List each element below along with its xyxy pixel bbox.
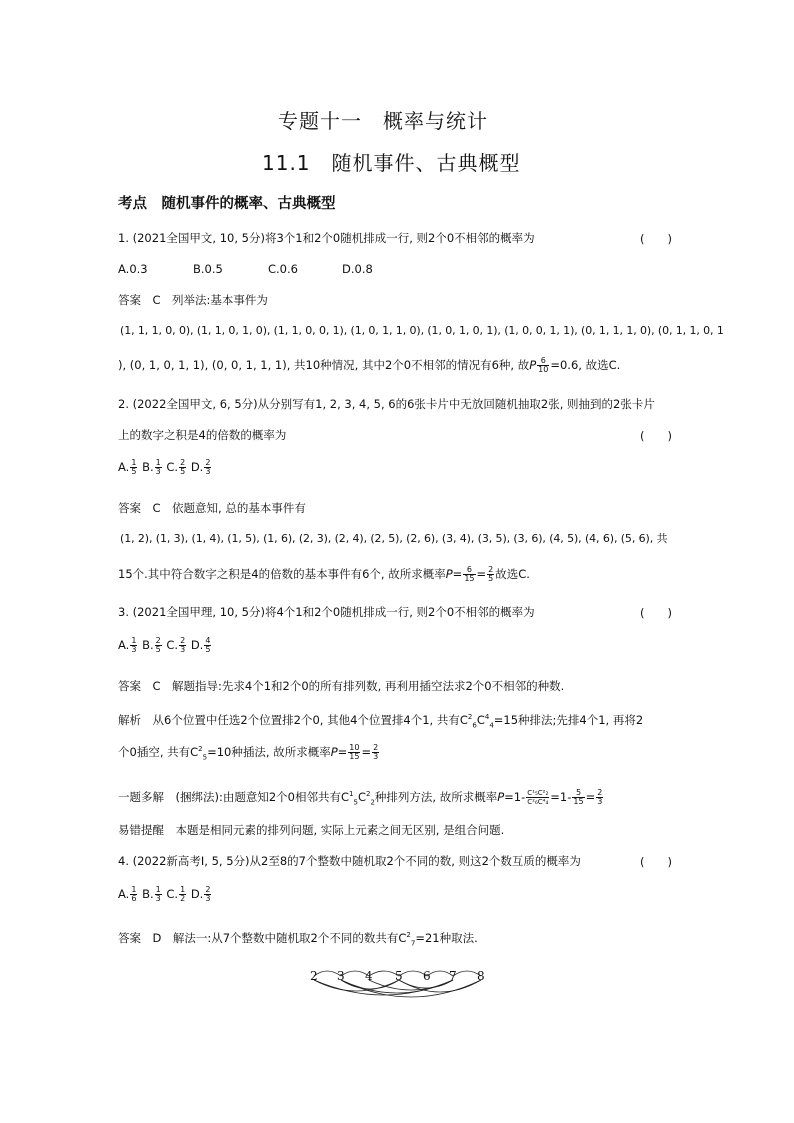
diagram-label-8: 8: [477, 969, 485, 983]
diagram-label-2: 2: [310, 969, 318, 983]
q3-option-b: B. $\frac{2}{5}$: [142, 636, 161, 654]
q3-analysis2-text: 个0插空, 共有: [118, 744, 191, 759]
q3-analysis-text: 解析 从6个位置中任选2个位置排2个0, 其他4个位置排4个1, 共有: [118, 712, 460, 727]
q3-multi-frac-3: $\frac{2}{3}$: [597, 787, 603, 806]
q3-analysis2-p: P: [330, 744, 338, 759]
q4-option-a: A. $\frac{1}{6}$: [118, 885, 137, 903]
q3-multi-eq2: =1-: [550, 789, 572, 804]
q4-option-d: D. $\frac{2}{3}$: [190, 885, 211, 903]
q3-multi-text: 一题多解 (捆绑法):由题意知2个0相邻共有: [118, 789, 341, 804]
q3-multi-text-mid: 种排列方法, 故所求概率: [374, 789, 498, 804]
q2-option-b: B. $\frac{1}{3}$: [142, 458, 161, 476]
q4-options: [118, 886, 212, 903]
q3-option-d: D. $\frac{4}{5}$: [190, 636, 211, 654]
q1-conclusion-end: =0.6, 故选C.: [550, 358, 621, 372]
q3-option-c: C. $\frac{2}{3}$: [166, 636, 186, 654]
arc-3-8: [341, 980, 481, 997]
q2-conclusion: 15个.其中符合数字之积是4的倍数的基本事件有6个, 故所求概率P= $\frac{6}{15}$ = $\frac{2}{5}$ 故选C.: [118, 565, 530, 583]
coprime-pair-diagram: [300, 960, 500, 1020]
arc-4-7: [369, 980, 453, 990]
topic-heading: 考点 随机事件的概率、古典概型: [118, 196, 336, 212]
q4-answer-text: 答案 D 解法一:从7个整数中随机取2个不同的数共有: [118, 930, 399, 945]
q3-analysis2-text-mid: =10种插法, 故所求概率: [207, 744, 331, 759]
q3-options: [118, 637, 212, 654]
chapter-title: 专题十一 概率与统计: [278, 109, 488, 133]
q3-analysis2-comb: $C^2_5$: [190, 744, 208, 762]
q2-stem-cont: 上的数字之积是4的倍数的概率为: [118, 428, 287, 442]
q1-answer-paren: ( ): [640, 232, 672, 246]
q2-option-c: C. $\frac{2}{5}$: [166, 458, 186, 476]
q3-analysis-comb: $C^2_6C^4_4$: [459, 712, 494, 730]
q4-answer-comb: $C^2_7$: [398, 930, 416, 948]
q4-option-c: C. $\frac{1}{2}$: [166, 885, 186, 903]
q3-analysis-text-end: =15种排法;先排4个1, 再将2: [493, 712, 644, 727]
q4-option-b: B. $\frac{1}{3}$: [142, 885, 161, 903]
q3-stem: 3. (2021全国甲理, 10, 5分)将4个1和2个0随机排成一行, 则2个0不相邻的概率为: [118, 605, 535, 619]
q1-p: P: [529, 358, 537, 372]
q2-conclusion-end: 故选C.: [495, 567, 530, 581]
q2-frac-1: $\frac{6}{15}$: [464, 565, 475, 583]
q3-tip: 易错提醒 本题是相同元素的排列问题, 实际上元素之间无区别, 是组合问题.: [118, 823, 505, 837]
q4-answer-paren: ( ): [640, 855, 672, 869]
q2-conclusion-text: 15个.其中符合数字之积是4的倍数的基本事件有6个, 故所求概率: [118, 567, 446, 581]
q3-analysis: [118, 710, 643, 732]
q3-analysis2-frac: $\frac{10}{15}$: [349, 742, 360, 761]
q3-multi-eq3: =: [585, 789, 596, 804]
q2-p: P: [445, 567, 453, 581]
q3-answer-paren: ( ): [640, 606, 672, 620]
q4-answer: [118, 928, 478, 950]
q2-option-a: A. $\frac{1}{5}$: [118, 458, 137, 476]
q4-answer-text-end: =21种取法.: [415, 930, 478, 945]
q1-option-b: B.0.5: [193, 262, 223, 276]
diagram-label-4: 4: [365, 969, 373, 983]
q2-frac-2: $\frac{2}{5}$: [488, 565, 494, 583]
q1-option-d: D.0.8: [342, 262, 373, 276]
q2-options: [118, 459, 212, 476]
q1-stem: 1. (2021全国甲文, 10, 5分)将3个1和2个0随机排成一行, 则2个0不相邻的概率为: [118, 231, 535, 245]
q2-answer: 答案 C 依题意知, 总的基本事件有: [118, 501, 306, 515]
arc-2-5: [314, 980, 399, 991]
q2-option-d: D. $\frac{2}{3}$: [190, 458, 211, 476]
q1-conclusion: [118, 357, 620, 374]
q1-option-a: A.0.3: [118, 262, 148, 276]
section-subtitle: 11.1 随机事件、古典概型: [262, 151, 521, 175]
q3-multi-p: P: [497, 789, 505, 804]
diagram-label-6: 6: [423, 969, 431, 983]
q3-option-a: A. $\frac{1}{3}$: [118, 636, 137, 654]
q1-conclusion-text: ), (0, 1, 0, 1, 1), (0, 0, 1, 1, 1), 共10种情况, 其中2个0不相邻的情况有6种, 故: [118, 358, 530, 372]
q1-frac: $\frac{6}{10}$: [538, 356, 549, 374]
q1-option-c: C.0.6: [268, 262, 298, 276]
diagram-label-7: 7: [449, 969, 457, 983]
q3-multi-eq1: =1-: [504, 789, 526, 804]
q1-event-list: (1, 1, 1, 0, 0), (1, 1, 0, 1, 0), (1, 1, 0, 0, 1), (1, 0, 1, 1, 0), (1, 0, 1, 0, 1), (1, 0, 0, 1, 1), (0, 1, 1, 1, 0), (0, 1, 1, 0, 1: [120, 324, 724, 337]
q3-answer: 答案 C 解题指导:先求4个1和2个0的所有排列数, 再利用插空法求2个0不相邻的种数.: [118, 679, 565, 693]
q2-eq: =: [476, 567, 487, 581]
q2-stem: 2. (2022全国甲文, 6, 5分)从分别写有1, 2, 3, 4, 5, 6的6张卡片中无放回随机抽取2张, 则抽到的2张卡片: [118, 397, 655, 411]
q2-event-list: (1, 2), (1, 3), (1, 4), (1, 5), (1, 6), (2, 3), (2, 4), (2, 5), (2, 6), (3, 4), (3, 5), (3, 6), (4, 5), (4, 6), (5, 6), 共: [120, 532, 668, 545]
q3-multi-comb: $C^1_5C^2_2$: [340, 789, 375, 807]
q3-multi-frac-1: $\frac{\text{C¹₅C²₂}}{\text{C²₆C⁴₄}}$: [527, 788, 549, 806]
diagram-label-3: 3: [337, 969, 345, 983]
q1-answer: 答案 C 列举法:基本事件为: [118, 293, 268, 307]
q2-answer-paren: ( ): [640, 429, 672, 443]
q3-multi-solution: [118, 787, 604, 809]
q3-analysis-2: 个0插空, 共有$C^2_5=10$种插法, 故所求概率P= $\frac{10}{15}$ = $\frac{2}{3}$: [118, 742, 379, 762]
q3-multi-frac-2: $\frac{5}{15}$: [573, 787, 584, 806]
q3-analysis2-eq: =: [361, 744, 372, 759]
diagram-label-5: 5: [395, 969, 403, 983]
q4-stem: 4. (2022新高考Ⅰ, 5, 5分)从2至8的7个整数中随机取2个不同的数, 则这2个数互质的概率为: [118, 854, 581, 868]
q3-analysis2-frac-2: $\frac{2}{3}$: [373, 742, 379, 761]
